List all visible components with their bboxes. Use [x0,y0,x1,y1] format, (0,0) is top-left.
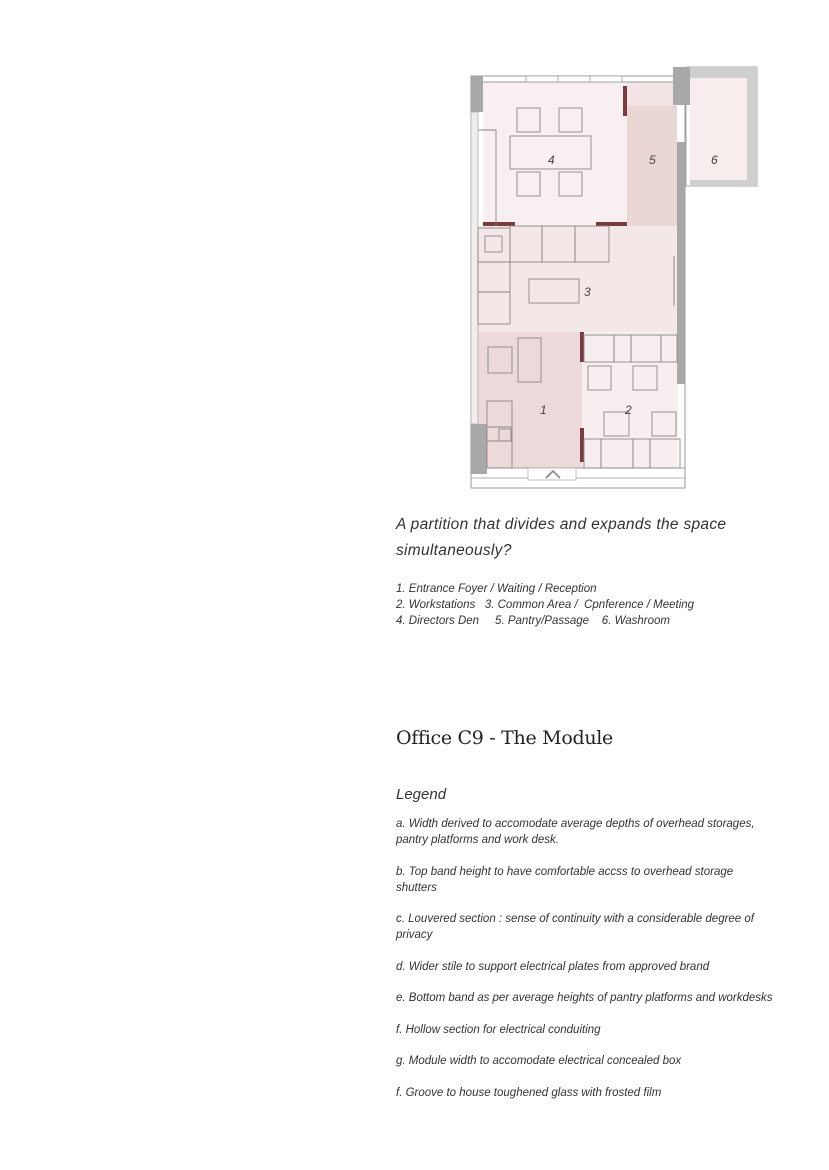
wall-left-thin [471,112,478,424]
room-list-line: 4. Directors Den 5. Pantry/Passage 6. Washroom [396,615,670,627]
partition [580,332,584,362]
room-6-area [690,78,747,180]
legend-item: a. Width derived to accomodate average depths of overhead storages, pantry platforms and work desk. [396,818,755,846]
wall-right [677,142,685,384]
room-1-area [478,332,582,468]
wall-column [471,424,487,474]
top-window [526,76,622,82]
room-label-3: 3 [584,285,591,299]
room-label-2: 2 [625,403,632,417]
legend-item: c. Louvered section : sense of continuity with a considerable degree of privacy [396,913,754,941]
room-label-6: 6 [711,153,718,167]
partition [596,222,627,226]
partition [580,428,584,462]
legend-heading: Legend [396,786,447,803]
room-list-line: 1. Entrance Foyer / Waiting / Reception [396,583,597,595]
room-label-1: 1 [540,403,547,417]
legend-item: d. Wider stile to support electrical plates from approved brand [396,960,710,973]
legend-list [396,816,776,1116]
room-label-4: 4 [548,153,555,167]
partition [623,86,627,116]
legend-item: f. Hollow section for electrical conduiting [396,1023,601,1036]
wall-column [673,67,690,105]
floor-plan-drawing [460,60,770,500]
room-list [396,581,816,629]
room-4-area [483,82,627,226]
partition [483,222,515,226]
legend-item: e. Bottom band as per average heights of pantry platforms and workdesks [396,992,773,1004]
page-title: Office C9 - The Module [396,727,613,749]
wall-column [471,76,483,112]
room-2-area [582,332,678,468]
caption: A partition that divides and expands the space simultaneously? [396,516,727,559]
room-list-line: 2. Workstations 3. Common Area / Cpnference / Meeting [396,599,695,611]
legend-item: b. Top band height to have comfortable accss to overhead storage shutters [396,865,734,894]
legend-item: g. Module width to accomodate electrical concealed box [396,1055,682,1067]
entrance-door [528,468,576,480]
floor-plan [460,60,770,500]
room-label-5: 5 [649,153,656,167]
room-5-top-area [627,82,677,106]
legend-item: f. Groove to house toughened glass with frosted film [396,1086,662,1099]
